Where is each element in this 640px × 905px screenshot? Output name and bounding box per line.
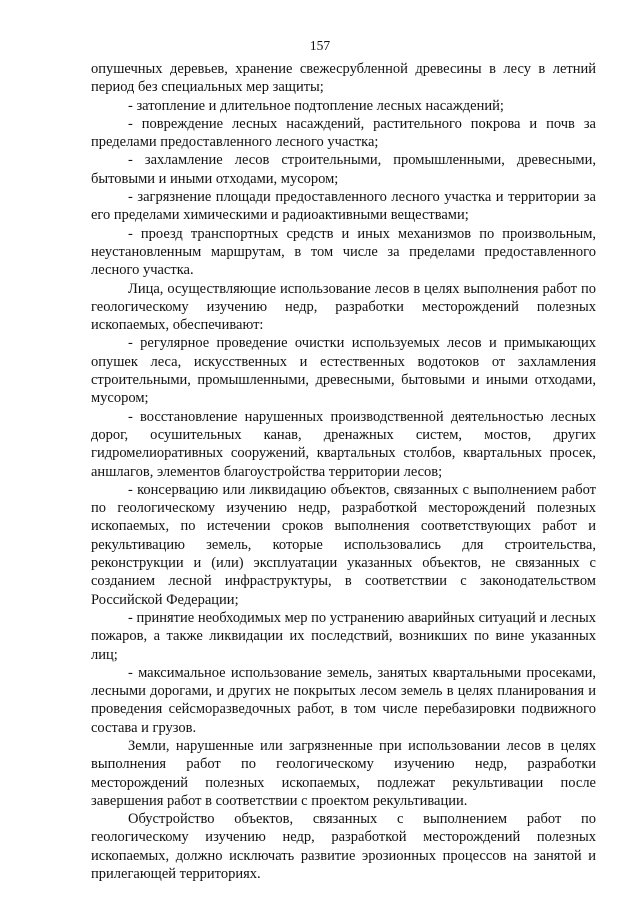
- list-item: - проезд транспортных средств и иных механизмов по произвольным, неустановленным маршрутам, в том числе за пределами предоставленного лесного участка.: [91, 225, 596, 279]
- list-item: - загрязнение площади предоставленного лесного участка и территории за его пределами химическими и радиоактивными веществами;: [91, 189, 596, 224]
- list-item: - повреждение лесных насаждений, растительного покрова и почв за пределами предоставленного лесного участка;: [91, 115, 596, 151]
- list-item: - захламление лесов строительными, промышленными, древесными, бытовыми и иными отходами, мусором;: [91, 152, 596, 187]
- paragraph: опушечных деревьев, хранение свежесрубленной древесины в лесу в летний период без специальных мер защиты;: [91, 61, 596, 96]
- document-body: [91, 60, 596, 883]
- page-number: 157: [309, 38, 331, 53]
- list-item: - консервацию или ликвидацию объектов, связанных с выполнением работ по геологическому изучению недр, разработкой месторождений полезных ископаемых, по истечении сроков выполнения соответствующих работ и рекультивацию земель, которые использовались для строительства, реконструкции и (или) эксплуатации указанных объектов, не связанных с созданием лесной инфраструктуры, в соответствии с законодательством Российской Федерации;: [91, 481, 596, 608]
- list-item: - восстановление нарушенных производственной деятельностью лесных дорог, осушительных канав, дренажных систем, мостов, других гидромелиоративных сооружений, квартальных столбов, квартальных просек, аншлагов, элементов благоустройства территории лесов;: [91, 408, 596, 480]
- list-item: - принятие необходимых мер по устранению аварийных ситуаций и лесных пожаров, а также ликвидации их последствий, возникших по вине указанных лиц;: [91, 609, 596, 663]
- list-item: - регулярное проведение очистки используемых лесов и примыкающих опушек леса, искусственных и естественных водотоков от захламления строительными, промышленными, древесными, бытовыми и иными отходами, мусором;: [91, 335, 596, 407]
- list-item: - затопление и длительное подтопление лесных насаждений;: [128, 97, 504, 114]
- paragraph: Обустройство объектов, связанных с выполнением работ по геологическому изучению недр, разработкой месторождений полезных ископаемых, должно исключать развитие эрозионных процессов на занятой и прилегающей территориях.: [91, 811, 596, 883]
- paragraph: Земли, нарушенные или загрязненные при использовании лесов в целях выполнения работ по геологическому изучению недр, разработки месторождений полезных ископаемых, подлежат рекультивации после завершения работ в соответствии с проектом рекультивации.: [91, 737, 596, 809]
- list-item: - максимальное использование земель, занятых квартальными просеками, лесными дорогами, и других не покрытых лесом земель в целях планирования и проведения сейсморазведочных работ, в том числе перебазировки подвижного состава и грузов.: [91, 664, 596, 736]
- paragraph: Лица, осуществляющие использование лесов в целях выполнения работ по геологическому изучению недр, разработки месторождений полезных ископаемых, обеспечивают:: [91, 280, 596, 334]
